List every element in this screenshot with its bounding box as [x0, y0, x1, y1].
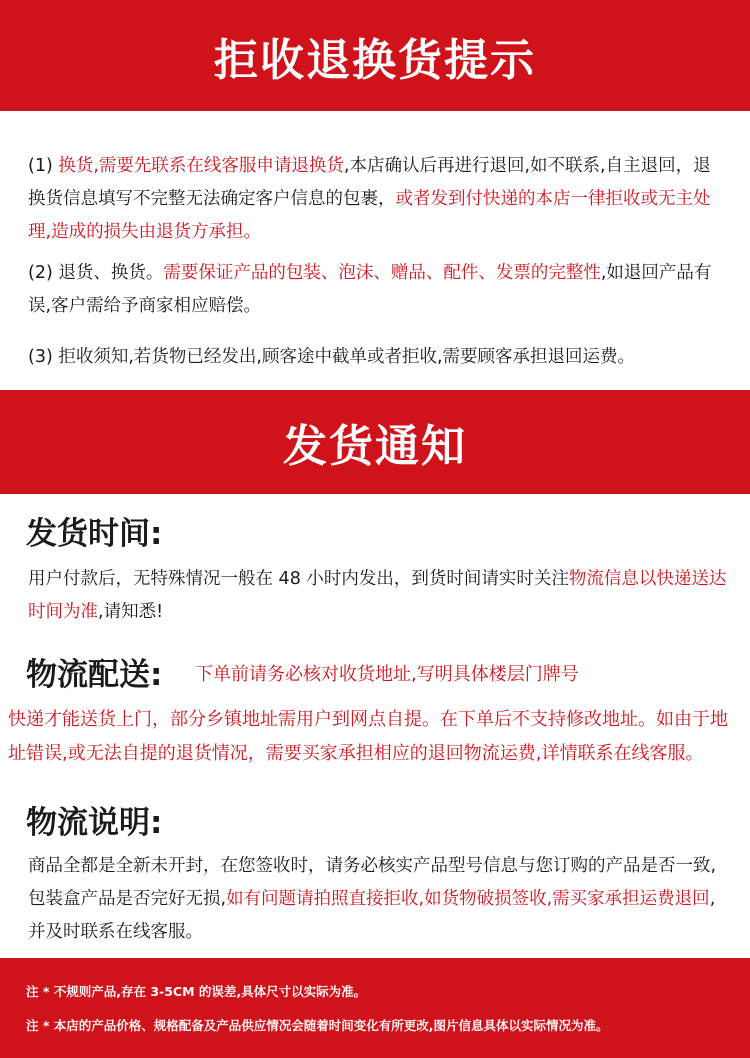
logistics-heading: 物流说明: — [26, 805, 163, 841]
shipping-notice-title: 发货通知 — [283, 421, 467, 472]
return-policy-item-1 — [28, 150, 728, 249]
return-warning-banner — [0, 0, 750, 111]
footer-notes — [0, 958, 750, 1058]
shipping-time-heading: 发货时间: — [26, 516, 163, 552]
text-run-black: ,并及时联系在线客服。 — [28, 889, 716, 942]
text-run-red: 或者发到付快递的本店一律拒收或无主处理,造成的损失由退货方承担。 — [28, 189, 711, 242]
text-run-red: 需要保证产品的包装、泡沫、赠品、配件、发票的完整性 — [163, 263, 601, 283]
footer-note-price-change: 注 * 本店的产品价格、规格配备及产品供应情况会随着时间变化有所更改,图片信息具体以实际情况为准。 — [26, 1018, 609, 1033]
delivery-text — [8, 703, 743, 771]
text-run-black: 用户付款后，无特殊情况一般在 48 小时内发出，到货时间请实时关注 — [28, 569, 569, 589]
text-run-black: (2) 退货、换货。 — [28, 263, 164, 283]
text-run-black: (3) 拒收须知,若货物已经发出,顾客途中截单或者拒收,需要顾客承担退回运费。 — [28, 347, 636, 367]
text-run-black: (1) — [28, 156, 59, 176]
return-policy-item-3 — [28, 341, 728, 374]
return-policy-item-2 — [28, 257, 728, 323]
text-run-red: 快递才能送货上门，部分乡镇地址需用户到网点自提。在下单后不支持修改地址。如由于地址错误,或无法自提的退货情况，需要买家承担相应的退回物流运费,详情联系在线客服。 — [8, 709, 728, 764]
footer-note-size-tolerance: 注 * 不规则产品,存在 3-5CM 的误差,具体尺寸以实际为准。 — [26, 984, 367, 999]
text-run-red: 如有问题请拍照直接拒收,如货物破损签收,需买家承担运费退回 — [226, 889, 710, 909]
delivery-address-note: 下单前请务必核对收货地址,写明具体楼层门牌号 — [195, 664, 579, 685]
text-run-red: 换货,需要先联系在线客服申请退换货 — [58, 156, 344, 176]
text-run-red: 物流信息以快递送达时间为准 — [28, 569, 727, 622]
text-run-black: 商品全都是全新未开封，在您签收时，请务必核实产品型号信息与您订购的产品是否一致,包装盒产品是否完好无损, — [28, 856, 717, 909]
shipping-notice-banner — [0, 390, 750, 494]
return-warning-title: 拒收退换货提示 — [214, 34, 536, 86]
text-run-black: ,如退回产品有误,客户需给予商家相应赔偿。 — [28, 263, 712, 316]
text-run-black: ,本店确认后再进行退回,如不联系,自主退回，退换货信息填写不完整无法确定客户信息的包裹， — [28, 156, 711, 209]
text-run-black: ,请知悉! — [98, 602, 164, 622]
delivery-heading: 物流配送: — [26, 657, 163, 693]
logistics-text — [28, 850, 728, 949]
shipping-time-text — [28, 563, 728, 629]
